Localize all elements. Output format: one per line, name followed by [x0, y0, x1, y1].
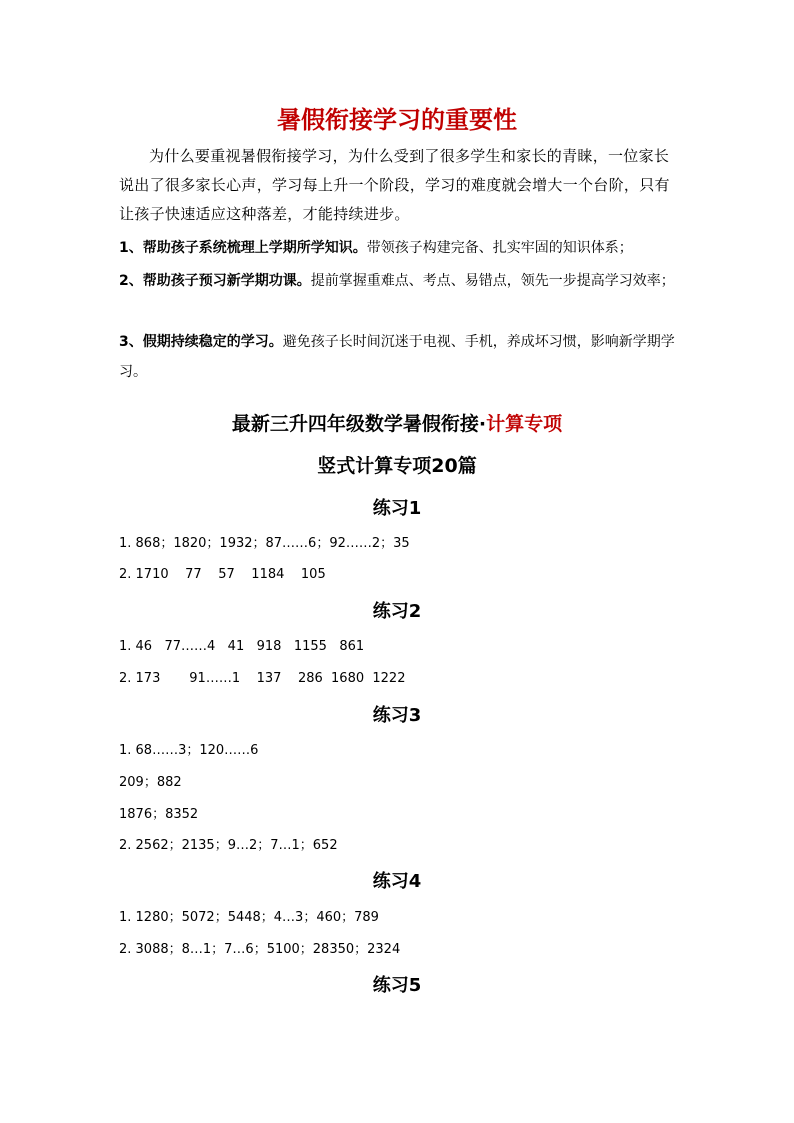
point-3-lead: 3、假期持续稳定的学习。: [119, 334, 283, 350]
exercise-5-title: 练习5: [372, 975, 422, 996]
exercise-3-line-1: 1. 68……3；120……6: [119, 743, 259, 758]
point-1-lead: 1、帮助孩子系统梳理上学期所学知识。: [119, 240, 367, 256]
section-title-red: 计算专项: [486, 413, 563, 435]
page-title: 暑假衔接学习的重要性: [277, 106, 517, 134]
exercise-3-line-4: 2. 2562；2135；9…2；7…1；652: [119, 838, 338, 853]
exercise-4-line-1: 1. 1280；5072；5448；4…3；460；789: [119, 910, 379, 925]
exercise-1-title: 练习1: [372, 498, 422, 519]
point-1: [119, 233, 679, 263]
exercise-4-line-2: 2. 3088；8…1；7…6；5100；28350；2324: [119, 942, 401, 957]
exercise-2-line-1: 1. 46 77……4 41 918 1155 861: [119, 639, 365, 654]
section-subtitle: 竖式计算专项20篇: [317, 455, 477, 477]
exercise-1-line-1: 1. 868；1820；1932；87……6；92……2；35: [119, 536, 410, 551]
point-3-text: 避免孩子长时间沉迷于电视、手机，养成坏习惯，影响新学期学习。: [119, 334, 675, 380]
intro-paragraph: 为什么要重视暑假衔接学习，为什么受到了很多学生和家长的青睐，一位家长说出了很多家长心声，学习每上升一个阶段，学习的难度就会增大一个台阶，只有让孩子快速适应这种落差，才能持续进步。: [119, 147, 670, 223]
section-title: [0, 410, 794, 438]
exercise-4-title: 练习4: [372, 871, 422, 892]
point-1-text: 带领孩子构建完备、扎实牢固的知识体系；: [366, 240, 633, 256]
exercise-2-title: 练习2: [372, 601, 422, 622]
point-2: [119, 266, 679, 296]
exercise-3-line-2: 209；882: [119, 775, 182, 790]
exercise-2-line-2: 2. 173 91……1 137 286 1680 1222: [119, 671, 406, 686]
point-2-text: 提前掌握重难点、考点、易错点，领先一步提高学习效率；: [310, 273, 675, 289]
exercise-3-line-3: 1876；8352: [119, 807, 199, 822]
section-title-black: 最新三升四年级数学暑假衔接·: [231, 413, 487, 435]
exercise-1-line-2: 2. 1710 77 57 1184 105: [119, 567, 326, 582]
point-2-lead: 2、帮助孩子预习新学期功课。: [119, 273, 311, 289]
exercise-3-title: 练习3: [372, 705, 422, 726]
point-3: [119, 327, 679, 387]
